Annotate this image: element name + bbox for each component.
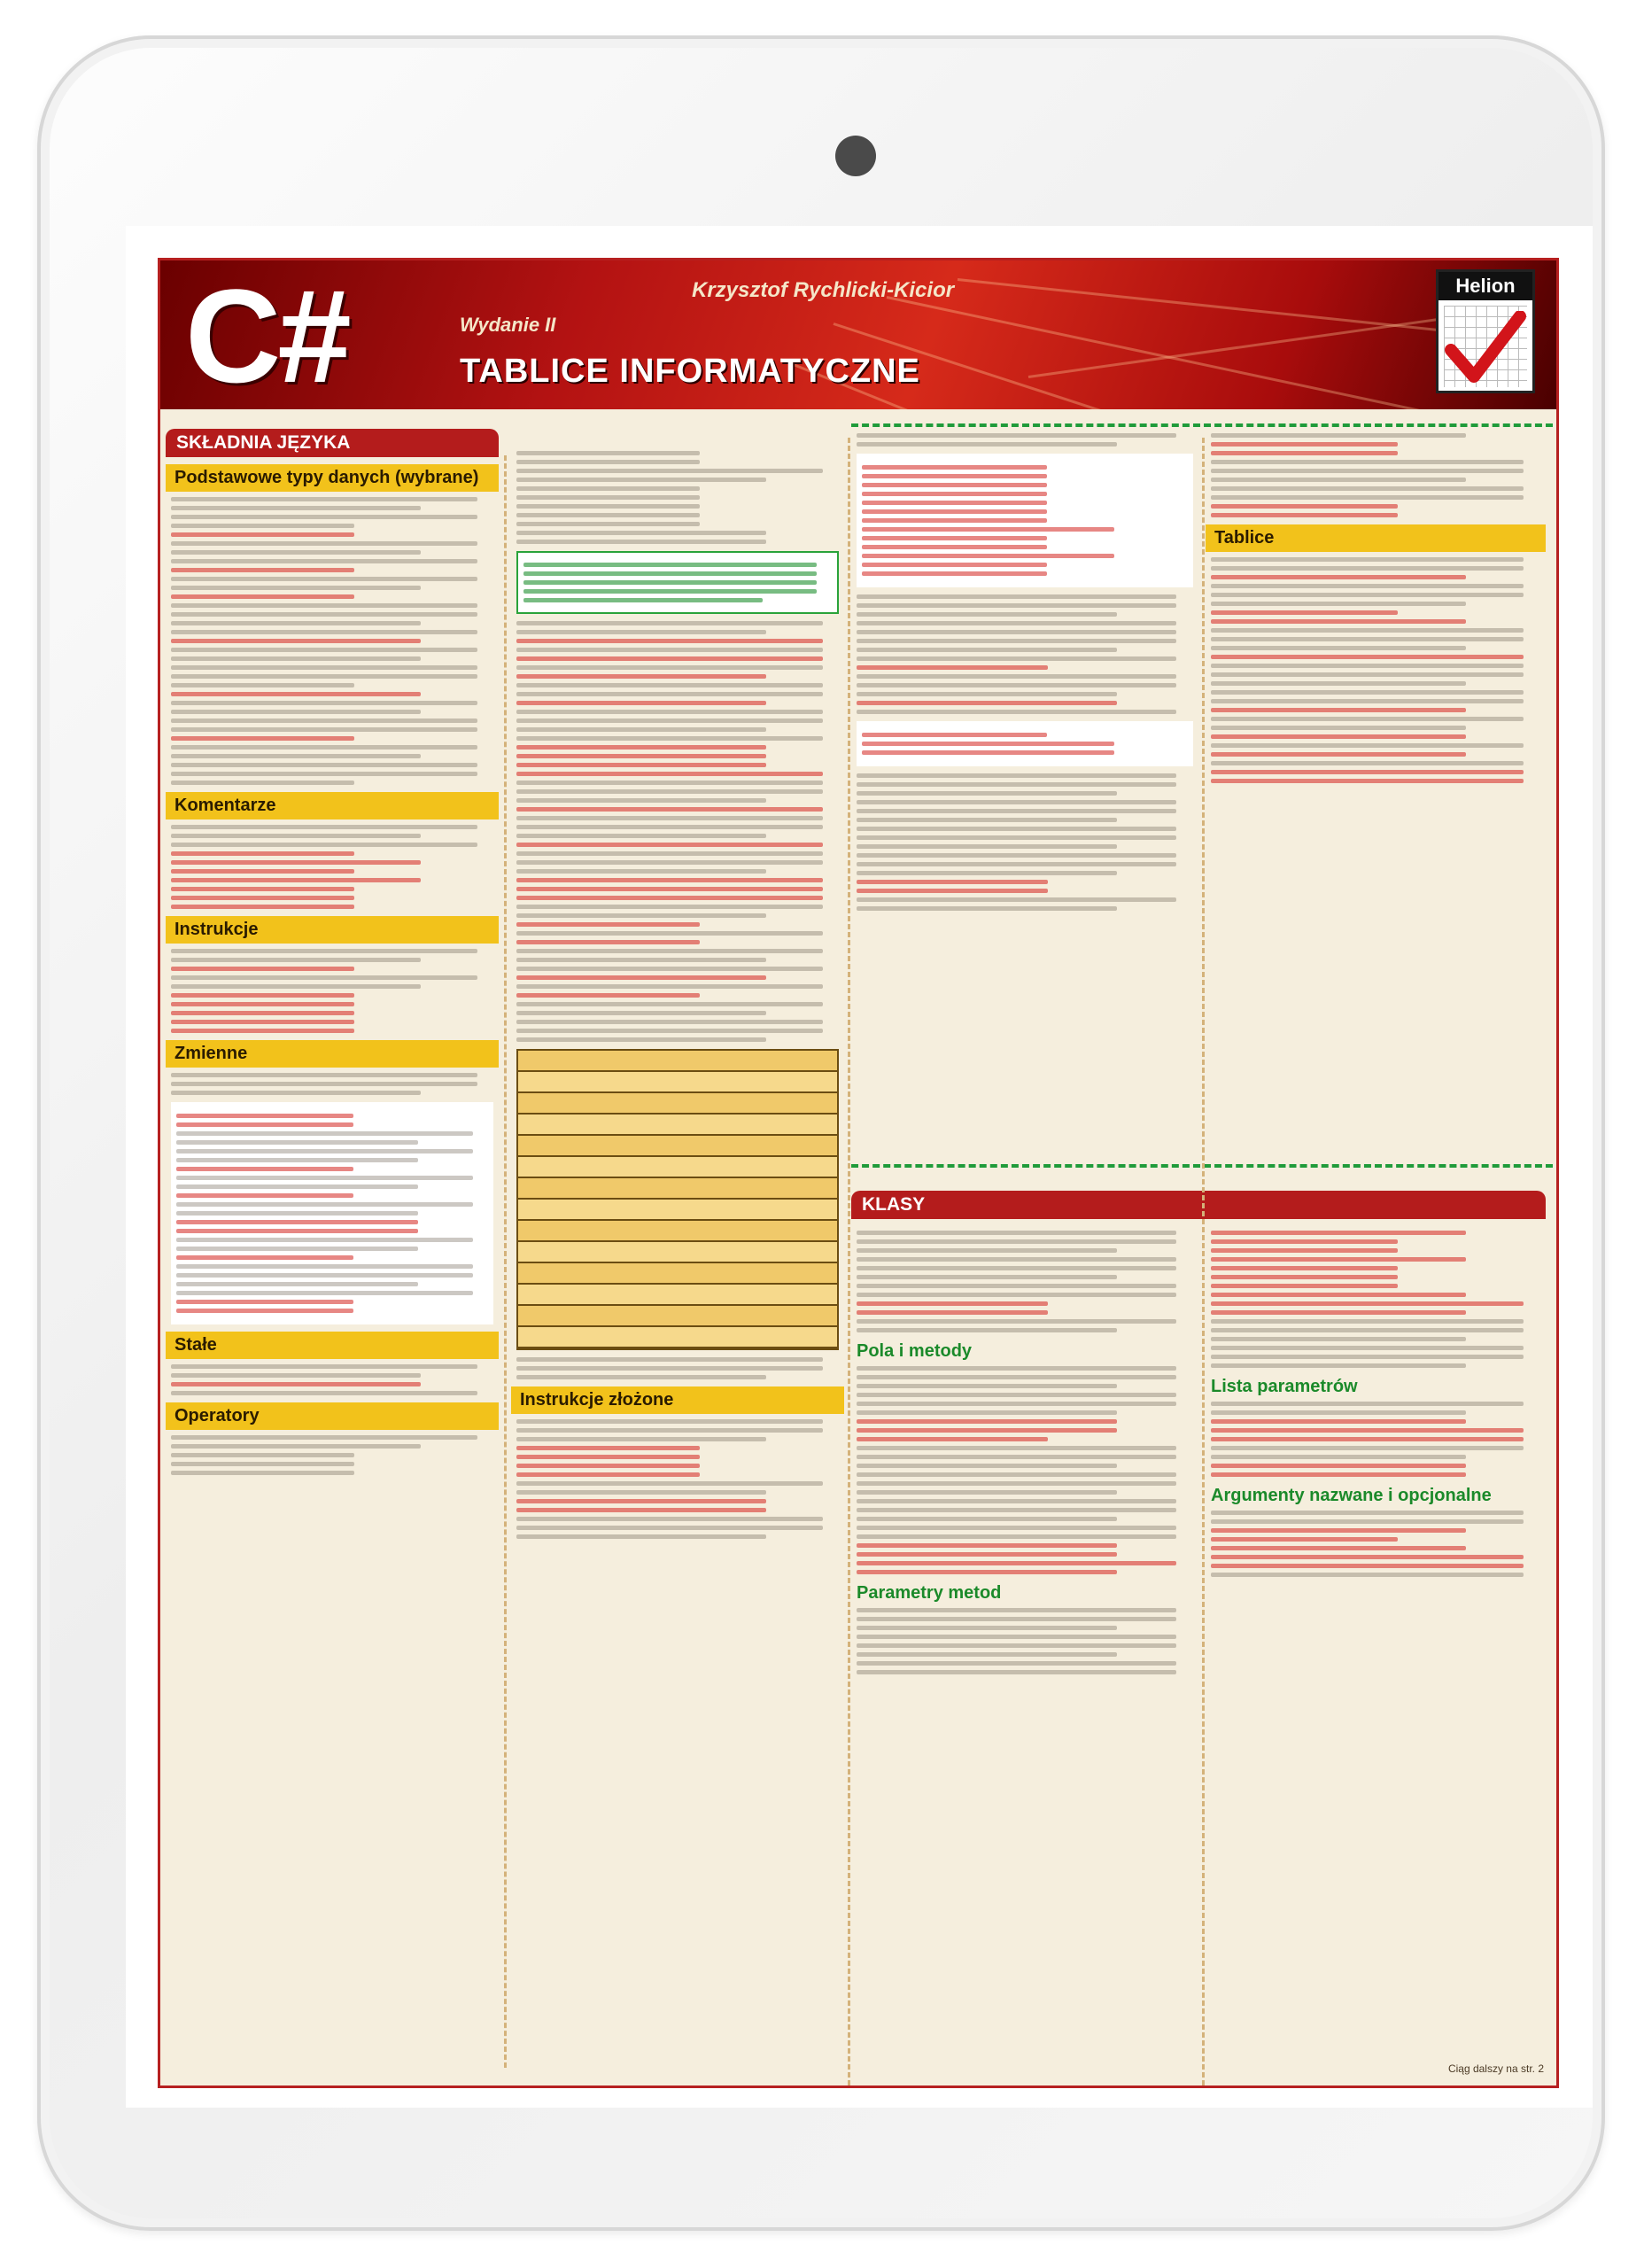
column-3-lower bbox=[851, 1226, 1198, 1679]
subheader-constants: Stałe bbox=[166, 1332, 499, 1359]
continued-note: Ciąg dalszy na str. 2 bbox=[1447, 2062, 1544, 2075]
series-title: TABLICE INFORMATYCZNE bbox=[460, 353, 920, 390]
subheader-param-list: Lista parametrów bbox=[1211, 1377, 1358, 1396]
subheader-comments: Komentarze bbox=[166, 792, 499, 819]
tablet-screen bbox=[126, 226, 1593, 2108]
column-1 bbox=[166, 429, 499, 1480]
column-4-lower bbox=[1206, 1226, 1546, 1581]
subheader-method-params: Parametry metod bbox=[857, 1583, 1002, 1603]
edition-label: Wydanie II bbox=[460, 314, 556, 336]
tablet-frame bbox=[37, 35, 1605, 2231]
column-2 bbox=[511, 447, 844, 1543]
operators-table bbox=[516, 1049, 839, 1350]
subheader-instructions: Instrukcje bbox=[166, 916, 499, 944]
classes-section bbox=[851, 1191, 1546, 1219]
column-4 bbox=[1206, 429, 1546, 788]
header-banner bbox=[160, 260, 1556, 409]
subheader-fields-methods: Pola i metody bbox=[857, 1341, 973, 1361]
language-title: C# bbox=[185, 261, 348, 409]
front-camera-icon bbox=[835, 136, 876, 176]
code-example-switch bbox=[857, 454, 1193, 587]
section-header-syntax: SKŁADNIA JĘZYKA bbox=[166, 429, 499, 457]
subheader-operators: Operatory bbox=[166, 1402, 499, 1430]
author-name: Krzysztof Rychlicki-Kicior bbox=[692, 278, 955, 302]
note-box bbox=[516, 551, 839, 614]
subheader-arrays: Tablice bbox=[1206, 524, 1546, 552]
column-3 bbox=[851, 429, 1198, 915]
section-header-classes: KLASY bbox=[851, 1191, 1546, 1219]
code-example-variables bbox=[171, 1102, 493, 1324]
subheader-variables: Zmienne bbox=[166, 1040, 499, 1068]
subheader-basic-types: Podstawowe typy danych (wybrane) bbox=[166, 464, 499, 492]
code-example-for bbox=[857, 721, 1193, 766]
publisher-logo bbox=[1436, 269, 1535, 393]
subheader-complex-instructions: Instrukcje złożone bbox=[511, 1386, 844, 1414]
cheat-sheet-page bbox=[158, 258, 1559, 2088]
subheader-named-optional-args: Argumenty nazwane i opcjonalne bbox=[1211, 1486, 1492, 1505]
publisher-logo-text: Helion bbox=[1438, 272, 1532, 300]
checkmark-icon bbox=[1444, 311, 1527, 387]
